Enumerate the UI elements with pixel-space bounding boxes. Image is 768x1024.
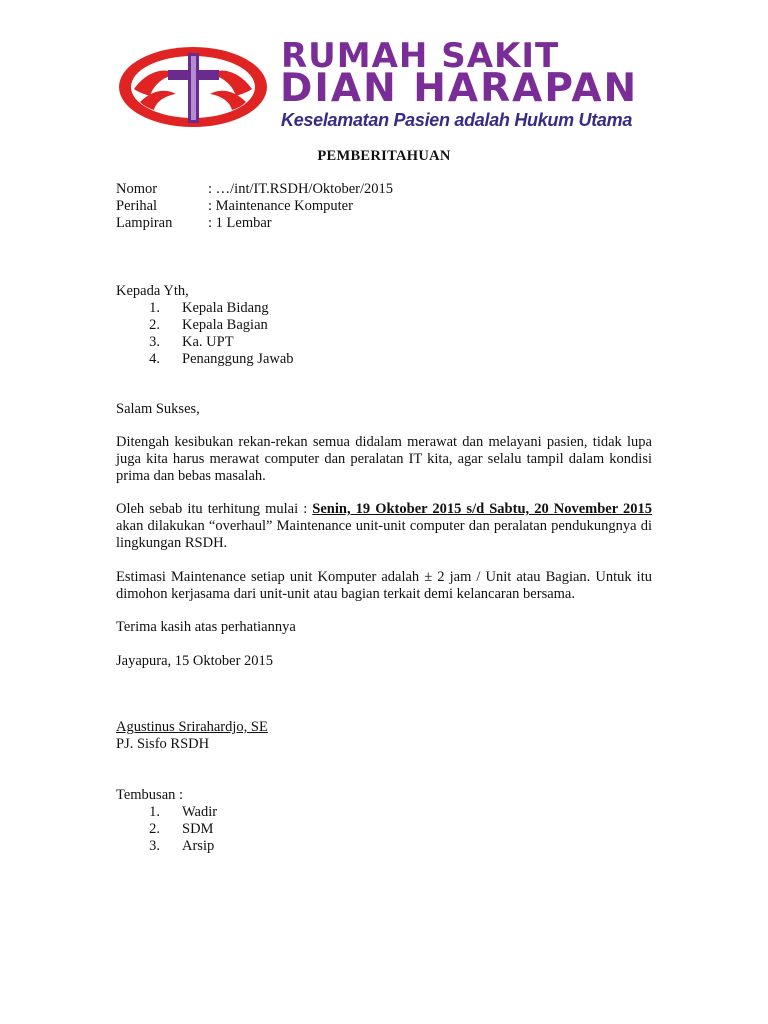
meta-value: : …/int/IT.RSDH/Oktober/2015 (208, 181, 394, 197)
recipients (116, 283, 652, 368)
signer-name: Agustinus Srirahardjo, SE (116, 719, 268, 735)
cc-block (116, 787, 652, 855)
thanks-line: Terima kasih atas perhatiannya (116, 619, 296, 635)
hospital-name-line1: RUMAH SAKIT (281, 36, 560, 76)
cc-list (116, 804, 652, 855)
paragraph-schedule: Oleh sebab itu terhitung mulai : Senin, 19 Oktober 2015 s/d Sabtu, 20 November 2015 akan dilakukan “overhaul” Maintenance unit-unit computer dan peralatan pendukungnya di lingkungan RSDH. (116, 501, 652, 551)
meta-row-perihal (116, 198, 393, 215)
meta-key: Lampiran (116, 215, 173, 231)
list-item: 1. Wadir (149, 804, 218, 820)
meta-row-lampiran (116, 215, 393, 232)
paragraph-intro: Ditengah kesibukan rekan-rekan semua didalam merawat dan melayani pasien, tidak lupa juga kita harus merawat computer dan peralatan IT kita, agar selalu tampil dalam kondisi prima dan bebas masalah. (116, 434, 652, 484)
paragraph-estimate: Estimasi Maintenance setiap unit Komputer adalah ± 2 jam / Unit atau Bagian. Untuk itu dimohon kerjasama dari unit-unit atau bagian terkait demi kelancaran bersama. (116, 569, 652, 602)
list-item: 2. Kepala Bagian (149, 317, 268, 333)
list-item: 4. Penanggung Jawab (149, 351, 294, 367)
document-title: PEMBERITAHUAN (317, 148, 451, 164)
cc-label: Tembusan : (116, 787, 184, 803)
list-item: 2. SDM (149, 821, 214, 837)
meta-key: Nomor (116, 181, 158, 197)
meta-key: Perihal (116, 198, 158, 214)
list-item: 3. Ka. UPT (149, 334, 234, 350)
recipients-greeting: Kepada Yth, (116, 283, 189, 299)
meta-value: : Maintenance Komputer (208, 198, 353, 214)
recipients-list (116, 300, 652, 368)
hospital-name-line2: DIAN HARAPAN (280, 66, 639, 111)
schedule-dates: Senin, 19 Oktober 2015 s/d Sabtu, 20 November 2015 (312, 501, 652, 517)
salutation: Salam Sukses, (116, 401, 200, 417)
place-date: Jayapura, 15 Oktober 2015 (116, 653, 274, 669)
signer-role: PJ. Sisfo RSDH (116, 736, 210, 752)
meta-row-nomor (116, 181, 393, 198)
letterhead (116, 38, 686, 138)
meta-value: : 1 Lembar (208, 215, 272, 231)
letter-meta (116, 181, 393, 232)
hospital-motto: Keselamatan Pasien adalah Hukum Utama (281, 110, 633, 130)
signature-block (116, 719, 652, 753)
list-item: 3. Arsip (149, 838, 215, 854)
hospital-cross-logo (116, 44, 270, 130)
list-item: 1. Kepala Bidang (149, 300, 269, 316)
